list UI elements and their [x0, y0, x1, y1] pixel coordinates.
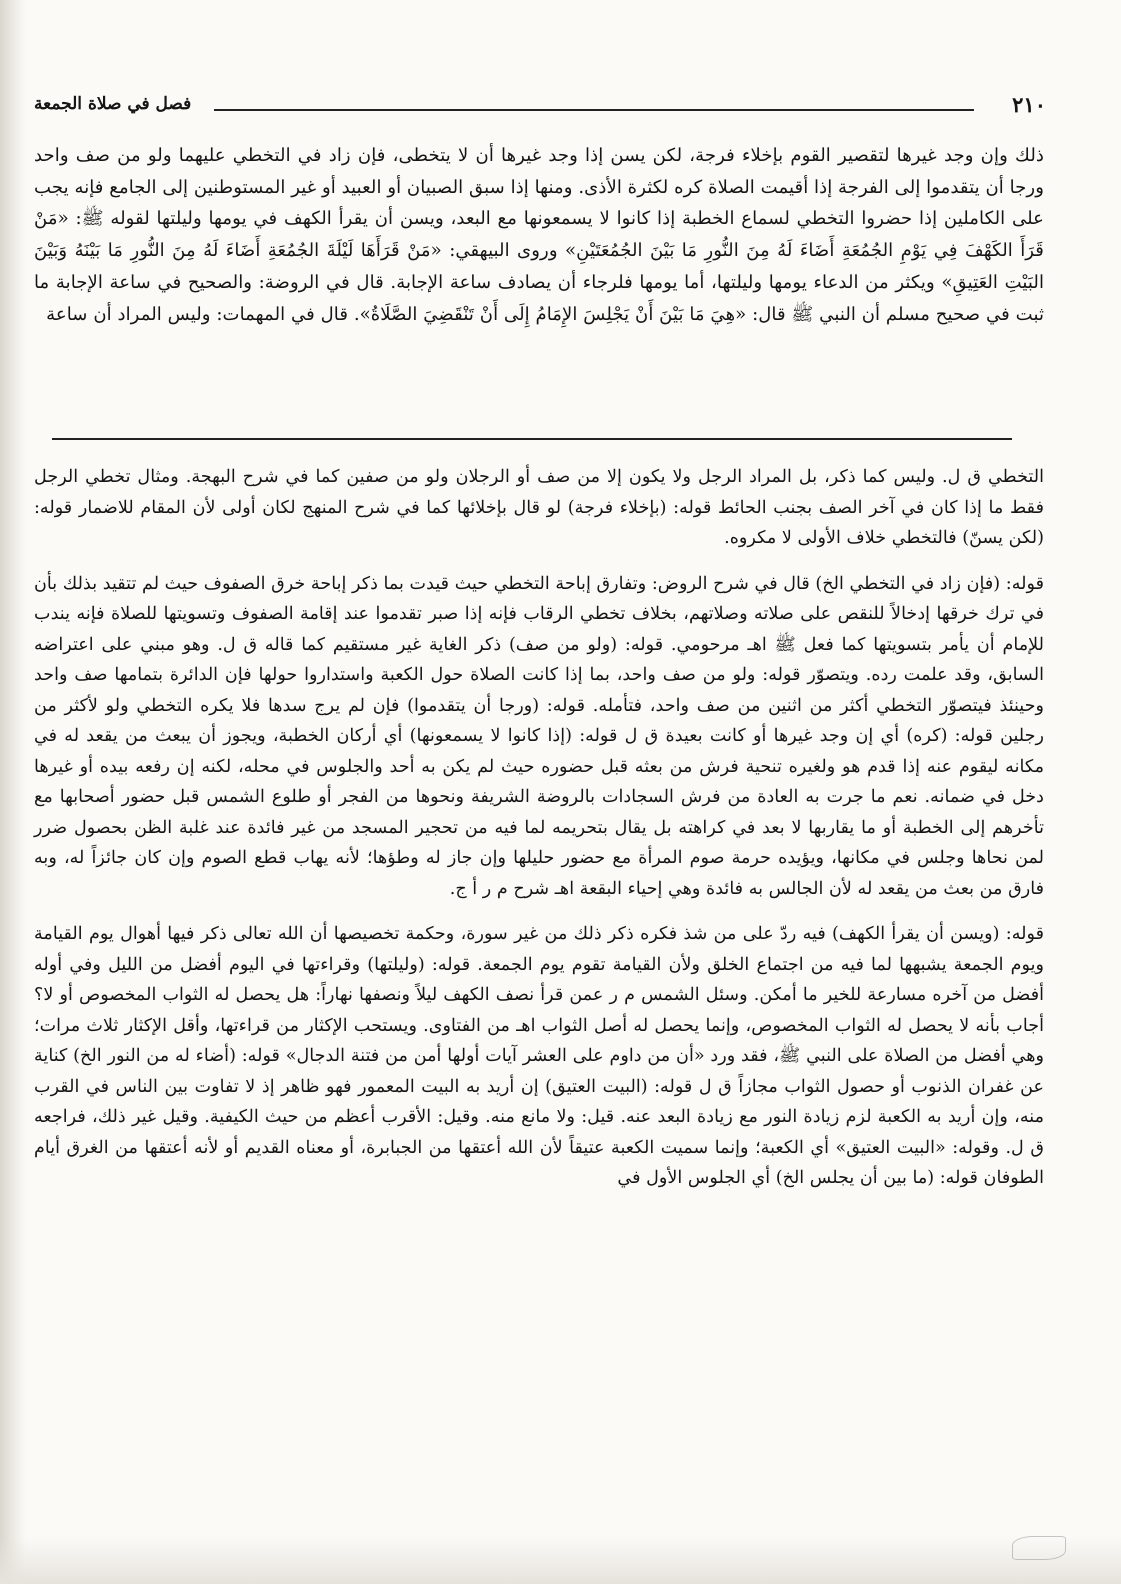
commentary-paragraph-3: قوله: (ويسن أن يقرأ الكهف) فيه ردّ على من شذ فكره ذكر ذلك من غير سورة، وحكمة تخصيصها أن الله تعالى ذكر فيها أهوال يوم القيامة ويوم الجمعة يشبهها لما فيه من اجتماع الخلق ولأن القيامة تقوم يوم الجمعة. قوله: (وليلتها) وقراءتها في اليوم أفضل من الليل وفي أوله أفضل من آخره مسارعة للخير ما أمكن. وسئل الشمس م ر عمن قرأ نصف الكهف ليلاً ونصفها نهاراً: هل يحصل له الثواب المخصوص أو لا؟ أجاب بأنه لا يحصل له الثواب المخصوص، وإنما يحصل له أصل الثواب اهـ من الفتاوى. ويستحب الإكثار من قراءتها، وأقل الإكثار ثلاث مرات؛ وهي أفضل من الصلاة على النبي ﷺ، فقد ورد «أن من داوم على العشر آيات أولها أمن من فتنة الدجال» قوله: (أضاء له من النور الخ) كناية عن غفران الذنوب أو حصول الثواب مجازاً ق ل قوله: (البيت العتيق) إن أريد به البيت المعمور فهو ظاهر إذ لا تفاوت بين الناس في القرب منه، وإن أريد به الكعبة لزم زيادة النور مع زيادة البعد عنه. قيل: ولا مانع منه. وقيل: الأقرب أعظم من حيث الكيفية. وقيل غير ذلك، فراجعه ق ل. وقوله: «البيت العتيق» أي الكعبة؛ وإنما سميت الكعبة عتيقاً لأن الله أعتقها من الجبابرة، أو معناه القديم أو لأنه أعتقها من الغرق أيام الطوفان قوله: (ما بين أن يجلس الخ) أي الجلوس الأول في	[34, 924, 1044, 1188]
page-edge-shadow	[0, 0, 26, 1584]
main-paragraph: ذلك وإن وجد غيرها لتقصير القوم بإخلاء فرجة، لكن يسن إذا وجد غيرها أن لا يتخطى، فإن زاد في التخطي عليهما ولو من صف واحد ورجا أن يتقدموا إلى الفرجة إذا أقيمت الصلاة كره لكثرة الأذى. ومنها إذا سبق الصبيان أو العبيد أو غير المستوطنين إلى الجامع فإنه يجب على الكاملين إذا حضروا التخطي لسماع الخطبة إذا كانوا لا يسمعونها مع البعد، ويسن أن يقرأ الكهف في يومها وليلتها لقوله ﷺ: «مَنْ قَرَأَ الكَهْفَ فِي يَوْمِ الجُمُعَةِ أَضَاءَ لَهُ مِنَ النُّورِ مَا بَيْنَ الجُمُعَتَيْنِ» وروى البيهقي: «مَنْ قَرَأَهَا لَيْلَةَ الجُمُعَةِ أَضَاءَ لَهُ مِنَ النُّورِ مَا بَيْنَهُ وَبَيْنَ البَيْتِ العَتِيقِ» ويكثر من الدعاء يومها وليلتها، أما يومها فلرجاء أن يصادف ساعة الإجابة. قال في الروضة: والصحيح في ساعة الإجابة ما ثبت في صحيح مسلم أن النبي ﷺ قال: «هِيَ مَا بَيْنَ أَنْ يَجْلِسَ الإِمَامُ إِلَى أَنْ تَنْقَضِيَ الصَّلَاةُ». قال في المهمات: وليس المراد أن ساعة	[34, 145, 1044, 325]
page-header	[34, 92, 1046, 126]
header-rule	[214, 109, 974, 111]
commentary-paragraph-1: التخطي ق ل. وليس كما ذكر، بل المراد الرجل ولا يكون إلا من صف أو الرجلان ولو من صفين كما في شرح البهجة. ومثال تخطي الرجل فقط ما إذا كان في آخر الصف بجنب الحائط قوله: (بإخلاء فرجة) لو قال بإخلائها كما في شرح المنهج لكان أولى لأن المقام للاضمار قوله: (لكن يسنّ) فالتخطي خلاف الأولى لا مكروه.	[34, 467, 1044, 548]
main-text-block	[34, 140, 1044, 330]
page-number: ٢١٠	[1012, 92, 1046, 117]
footnote-separator	[52, 438, 1012, 440]
corner-ornament	[1012, 1536, 1066, 1560]
commentary-paragraph-2: قوله: (فإن زاد في التخطي الخ) قال في شرح الروض: وتفارق إباحة التخطي حيث قيدت بما ذكر إباحة خرق الصفوف حيث لم تتقيد بذلك بأن في ترك خرقها إدخالاً للنقص على صلاته وصلاتهم، بخلاف تخطي الرقاب فإنه إذا صبر تقدموا عند إقامة الصفوف وتسويتها للصلاة فإنه يندب للإمام أن يأمر بتسويتها كما فعل ﷺ اهـ مرحومي. قوله: (ولو من صف) ذكر الغاية غير مستقيم كما قاله ق ل. وهو مبني على اعتراضه السابق، وقد علمت رده. ويتصوّر قوله: ولو من صف واحد، بما إذا كانت الصلاة حول الكعبة واستداروا حولها فإن الدائرة بتمامها صف واحد وحينئذ فيتصوّر التخطي أكثر من اثنين من صف واحد، فتأمله. قوله: (ورجا أن يتقدموا) فإن لم يرج سدها فلا يكره التخطي ولو لأكثر من رجلين قوله: (كره) أي إن وجد غيرها أو كانت بعيدة ق ل قوله: (إذا كانوا لا يسمعونها) أي أركان الخطبة، ويجوز أن يبعث من يقعد له في مكانه ليقوم عنه إذا قدم هو ولغيره تنحية فرش من بعثه قبل حضوره حيث لم يكن به أحد والجلوس في محله، لكنه إن رفعه بيده أو غيرها دخل في ضمانه. نعم ما جرت به العادة من فرش السجادات بالروضة الشريفة ونحوها من الفجر أو طلوع الشمس قبل حضور أصحابها مع تأخرهم إلى الخطبة أو ما يقاربها لا بعد في كراهته بل يقال بتحريمه لما فيه من تحجير المسجد من غير فائدة عند غلبة الظن بحصول ضرر لمن نحاها وجلس في مكانها، ويؤيده حرمة صوم المرأة مع حضور حليلها وإن جاز له وطؤها؛ لأنه يهاب قطع الصوم وإن كان جائزاً له، وبه فارق من بعث من يقعد له لأن الجالس به فائدة وهي إحياء البقعة اهـ شرح م ر أ ج.	[34, 573, 1044, 899]
commentary-block	[34, 462, 1044, 1194]
page-bottom-shadow	[0, 1536, 1121, 1584]
chapter-title: فصل في صلاة الجمعة	[34, 94, 192, 114]
